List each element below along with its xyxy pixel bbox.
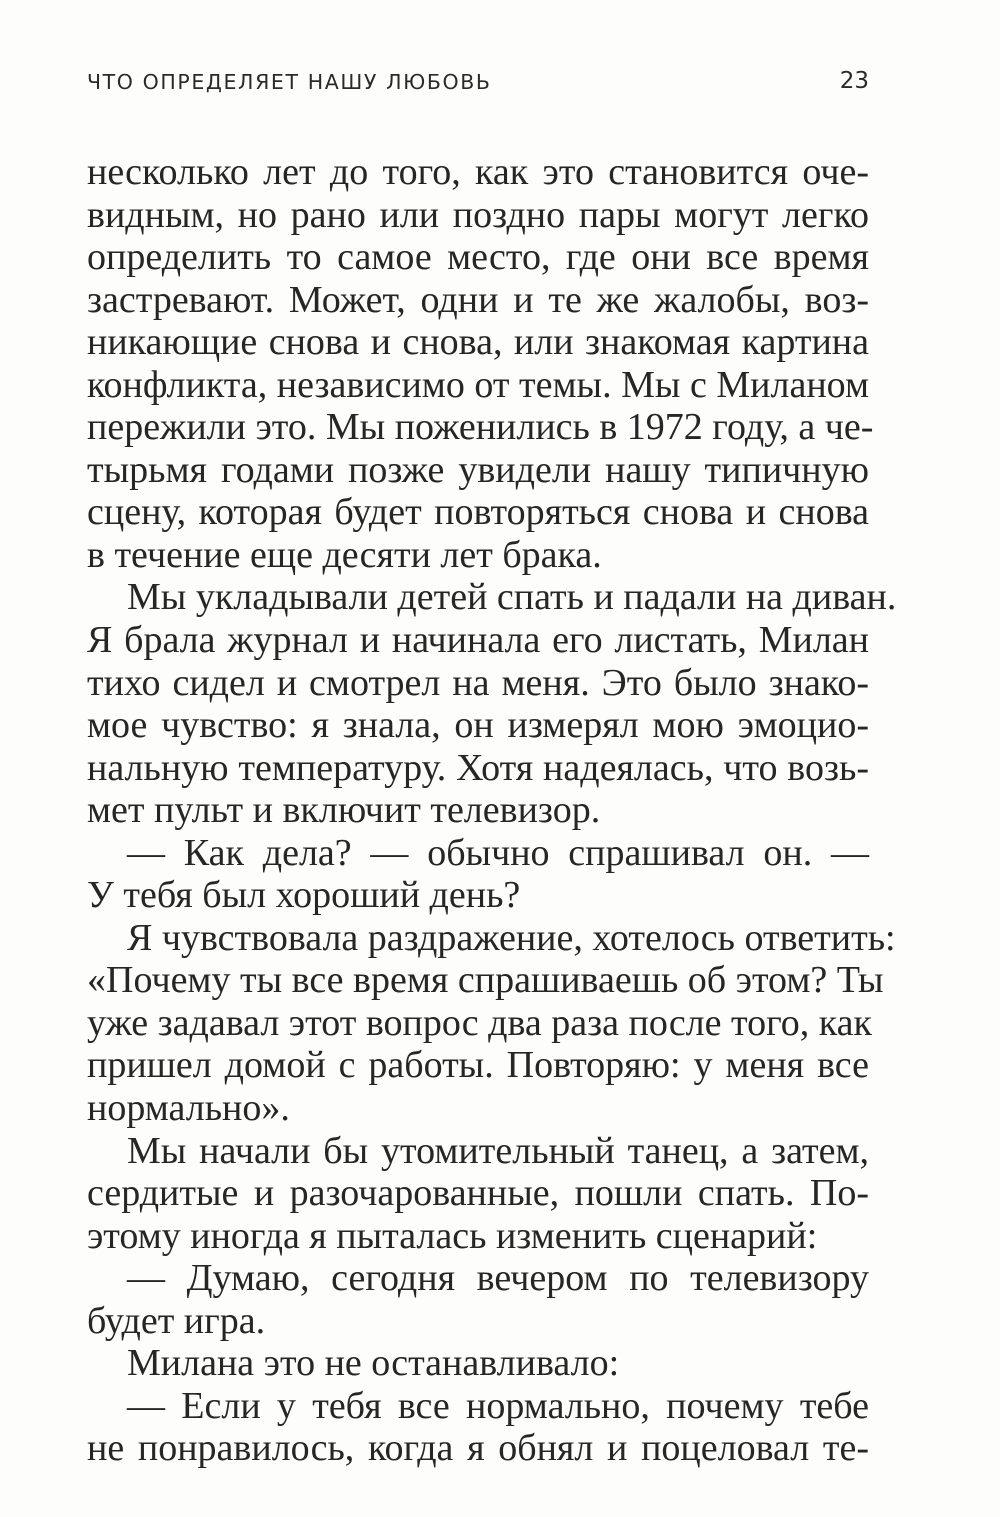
text-line: пережили это. Мы поженились в 1972 году, а че- <box>87 406 874 449</box>
text-line: уже задавал этот вопрос два раза после того, как <box>87 1001 872 1044</box>
text-line: в течение еще десяти лет брака. <box>87 533 602 576</box>
text-line: будет игра. <box>87 1299 266 1342</box>
text-line: этому иногда я пыталась изменить сценарий: <box>87 1214 818 1257</box>
text-line: тихо сидел и смотрел на меня. Это было знако- <box>87 661 869 704</box>
text-line: сердитые и разочарованные, пошли спать. По- <box>87 1172 869 1215</box>
text-line: застревают. Может, одни и те же жалобы, воз- <box>87 278 869 321</box>
text-line: — Думаю, сегодня вечером по телевизору <box>127 1257 869 1300</box>
text-line: нальную температуру. Хотя надеялась, что возь- <box>87 746 869 789</box>
page-number: 23 <box>839 68 869 94</box>
text-line: Я брала журнал и начинала его листать, Милан <box>87 619 869 662</box>
text-line: нормально». <box>87 1087 290 1130</box>
text-line: Милана это не останавливало: <box>127 1342 620 1385</box>
text-line: сцену, которая будет повторяться снова и снова <box>87 491 869 534</box>
text-line: видным, но рано или поздно пары могут легко <box>87 193 869 236</box>
text-line: — Как дела? — обычно спрашивал он. — <box>127 831 869 874</box>
text-line: тырьмя годами позже увидели нашу типичную <box>87 448 869 491</box>
text-line: У тебя был хороший день? <box>87 874 521 917</box>
running-head <box>87 64 869 104</box>
text-line: мое чувство: я знала, он измерял мою эмоцио- <box>87 704 869 747</box>
text-line: — Если у тебя все нормально, почему тебе <box>127 1384 869 1427</box>
text-line: пришел домой с работы. Повторяю: у меня все <box>87 1044 869 1087</box>
text-line: Мы укладывали детей спать и падали на диван. <box>127 576 897 619</box>
text-line: конфликта, независимо от темы. Мы с Миланом <box>87 363 869 406</box>
text-line: Мы начали бы утомительный танец, а затем, <box>127 1129 869 1172</box>
text-line: не понравилось, когда я обнял и поцеловал те- <box>87 1427 869 1470</box>
text-line: мет пульт и включит телевизор. <box>87 789 601 832</box>
running-title: ЧТО ОПРЕДЕЛЯЕТ НАШУ ЛЮБОВЬ <box>87 70 492 94</box>
text-line: Я чувствовала раздражение, хотелось ответить: <box>127 916 896 959</box>
body-text <box>87 151 897 1470</box>
text-line: определить то самое место, где они все время <box>87 236 869 279</box>
text-line: несколько лет до того, как это становится оче- <box>87 151 869 193</box>
text-line: «Почему ты все время спрашиваешь об этом? Ты <box>87 959 884 1002</box>
text-line: никающие снова и снова, или знакомая картина <box>87 321 869 364</box>
